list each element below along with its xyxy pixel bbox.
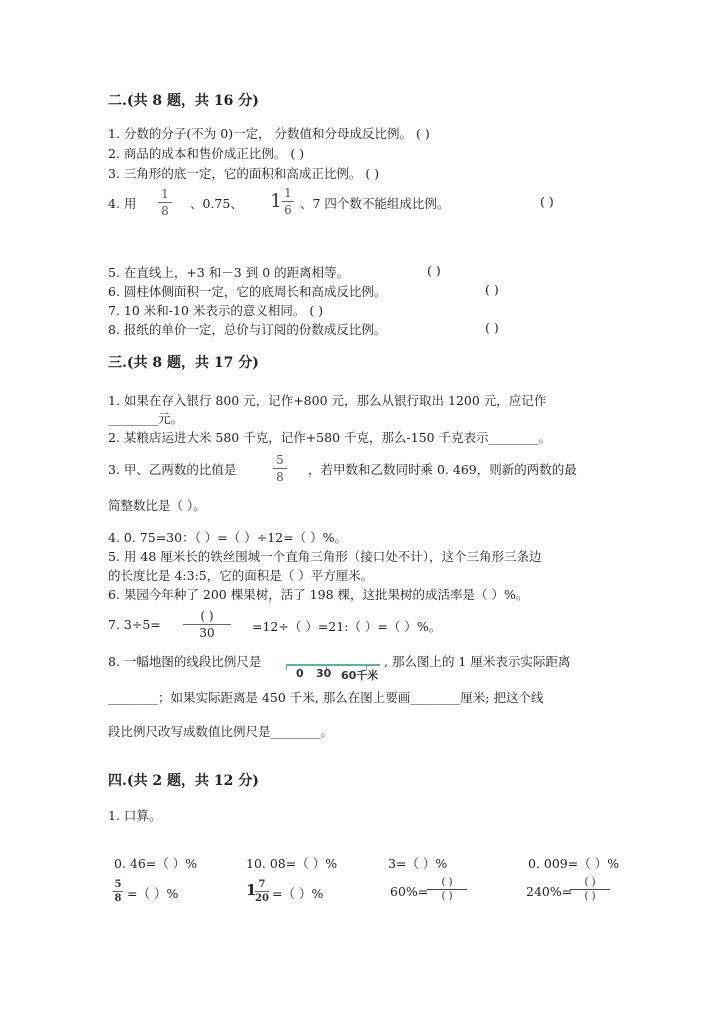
fraction-denominator: 30 (199, 626, 215, 640)
fraction-blank-over-30 (183, 609, 231, 640)
fraction-five-eighths-small (113, 879, 123, 904)
question-3-1-line2: ________元。 (108, 411, 184, 426)
question-3-8-line3: 段比例尺改写成数值比例尺是________。 (108, 724, 334, 739)
fraction-denominator: 8 (276, 470, 284, 484)
question-2-7: 7. 10 米和-10 米表示的意义相同。 ( ) (108, 303, 324, 318)
answer-paren[interactable]: ( ) (485, 320, 499, 335)
fraction-numerator: 1 (284, 186, 292, 200)
fraction-bar (158, 202, 172, 203)
question-2-8: 8. 报纸的单价一定，总价与订阅的份数成反比例。 (108, 322, 387, 337)
mental-calc-4: 0. 009=（ ）% (528, 856, 620, 871)
question-2-4-prefix: 4. 用 (108, 196, 137, 211)
fraction-bar (427, 889, 467, 890)
scale-label-0: 0 (296, 667, 304, 680)
fraction-bar (183, 624, 231, 625)
fraction-numerator[interactable]: ( ) (584, 877, 596, 888)
line-scale-bar (286, 664, 382, 686)
question-3-4: 4. 0. 75=30：（ ）=（ ）÷12=（ ）%。 (108, 530, 347, 545)
question-2-4-middle: 、0.75、 (190, 196, 243, 211)
answer-paren[interactable]: ( ) (485, 282, 499, 297)
answer-paren[interactable]: ( ) (540, 194, 554, 209)
question-3-7-suffix: =12÷（ ）=21:（ ）=（ ）%。 (252, 619, 442, 634)
mixed-number-fraction (282, 186, 294, 217)
fraction-bar (570, 889, 610, 890)
mixed-number-fraction (255, 879, 269, 904)
question-3-8-prefix: 8. 一幅地图的线段比例尺是 (108, 654, 262, 669)
answer-paren[interactable]: ( ) (427, 263, 441, 278)
fraction-denominator: 8 (161, 204, 169, 218)
blank-fraction[interactable] (570, 877, 610, 902)
mental-calc-8-prefix: 240%= (526, 884, 573, 899)
question-3-2: 2. 某粮店运进大米 580 千克，记作+580 千克，那么-150 千克表示________。 (108, 430, 552, 445)
mixed-number-whole: 1 (246, 881, 257, 899)
question-2-5: 5. 在直线上，+3 和－3 到 0 的距离相等。 (108, 265, 350, 280)
fraction-one-eighth (158, 187, 172, 218)
question-2-4-suffix: 、7 四个数不能组成比例。 (300, 196, 450, 211)
section-3-title: 三.(共 8 题，共 17 分) (108, 355, 259, 371)
question-3-3-prefix: 3. 甲、乙两数的比值是 (108, 462, 237, 477)
question-3-8-line2: ________；如果实际距离是 450 千米, 那么在图上要画________厘米; 把这个线 (108, 690, 544, 705)
question-3-3-suffix: ，若甲数和乙数同时乘 0. 469，则新的两数的最 (308, 462, 577, 477)
mixed-number-whole: 1 (270, 190, 283, 212)
mental-calc-6: =（ ）% (272, 886, 324, 901)
mental-calc-2: 10. 08=（ ）% (246, 856, 338, 871)
fraction-bar (282, 201, 294, 202)
question-2-6: 6. 圆柱体侧面积一定，它的底周长和高成反比例。 (108, 284, 387, 299)
fraction-numerator[interactable]: ( ) (200, 609, 214, 623)
question-2-1: 1. 分数的分子(不为 0)一定， 分数值和分母成反比例。 ( ) (108, 126, 430, 141)
question-2-3: 3. 三角形的底一定，它的面积和高成正比例。 ( ) (108, 166, 380, 181)
fraction-numerator: 7 (258, 879, 266, 890)
mental-calc-3: 3=（ ）% (388, 856, 448, 871)
fraction-numerator: 1 (161, 187, 169, 201)
question-3-8-suffix: , 那么图上的 1 厘米表示实际距离 (384, 654, 571, 669)
question-3-5-line2: 的长度比是 4:3:5，它的面积是（ ）平方厘米。 (108, 568, 374, 583)
mental-calc-5: =（ ）% (127, 886, 179, 901)
scale-label-30: 30 (316, 667, 332, 680)
question-3-1-line1: 1. 如果在存入银行 800 元，记作+800 元，那么从银行取出 1200 元，应记作 (108, 393, 547, 408)
scale-label-60: 60千米 (341, 669, 379, 682)
question-4-1: 1. 口算。 (108, 808, 162, 823)
fraction-bar (113, 891, 123, 892)
fraction-numerator[interactable]: ( ) (441, 877, 453, 888)
fraction-denominator: 6 (284, 203, 292, 217)
question-3-5-line1: 5. 用 48 厘米长的铁丝围城一个直角三角形（接口处不计），这个三角形三条边 (108, 549, 542, 564)
mental-calc-1: 0. 46=（ ）% (114, 856, 198, 871)
section-2-title: 二.(共 8 题，共 16 分) (108, 93, 259, 109)
fraction-bar (255, 891, 269, 892)
section-4-title: 四.(共 2 题，共 12 分) (108, 773, 259, 789)
fraction-bar (273, 468, 287, 469)
question-2-2: 2. 商品的成本和售价成正比例。 ( ) (108, 146, 305, 161)
fraction-numerator: 5 (276, 453, 284, 467)
scale-tick (286, 664, 287, 670)
question-3-6: 6. 果园今年种了 200 棵果树，活了 198 棵，这批果树的成活率是（ ）%。 (108, 587, 529, 602)
fraction-denominator: 8 (114, 893, 122, 904)
fraction-five-eighths (273, 453, 287, 484)
question-3-3-line2: 简整数比是（ ）。 (108, 498, 206, 513)
fraction-denominator: 20 (255, 893, 269, 904)
fraction-denominator[interactable]: ( ) (584, 891, 596, 902)
fraction-numerator: 5 (114, 879, 122, 890)
question-3-7-prefix: 7. 3÷5= (108, 617, 161, 632)
mental-calc-7-prefix: 60%= (390, 884, 429, 899)
blank-fraction[interactable] (427, 877, 467, 902)
fraction-denominator[interactable]: ( ) (441, 891, 453, 902)
